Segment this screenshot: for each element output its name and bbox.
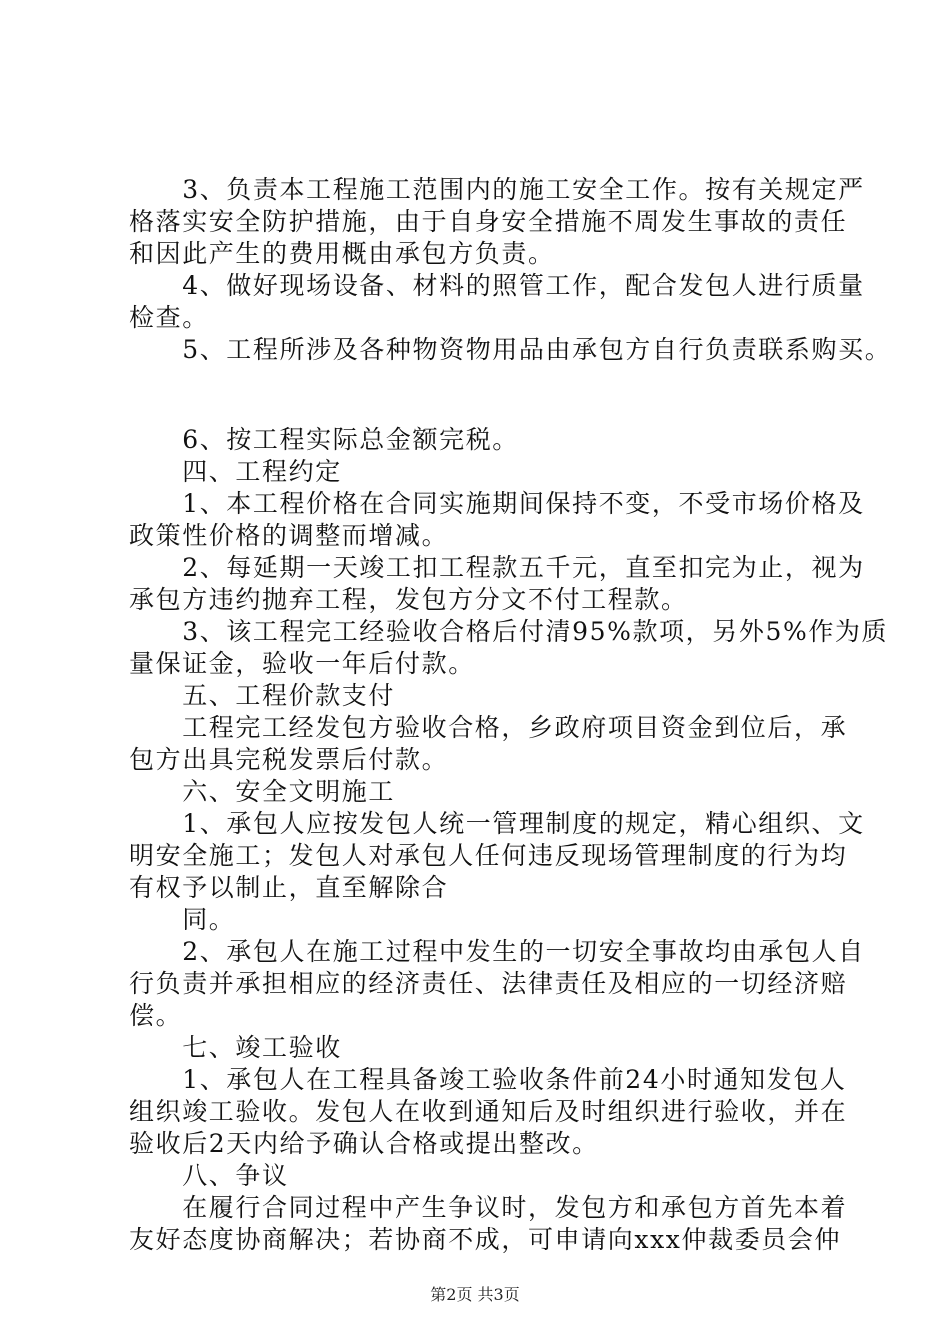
text-line: 1、承包人应按发包人统一管理制度的规定，精心组织、文 xyxy=(129,809,865,838)
text-line: 量保证金，验收一年后付款。 xyxy=(129,649,475,678)
text-line: 5、工程所涉及各种物资物用品由承包方自行负责联系购买。 xyxy=(129,335,892,364)
text-line: 偿。 xyxy=(129,1001,183,1030)
text-line: 明安全施工；发包人对承包人任何违反现场管理制度的行为均 xyxy=(129,841,848,870)
section-heading: 四、工程约定 xyxy=(129,457,342,486)
text-line: 行负责并承担相应的经济责任、法律责任及相应的一切经济赔 xyxy=(129,969,848,998)
section-heading: 六、安全文明施工 xyxy=(129,777,396,806)
text-line: 工程完工经发包方验收合格，乡政府项目资金到位后，承 xyxy=(129,713,848,742)
text-line: 承包方违约抛弃工程，发包方分文不付工程款。 xyxy=(129,585,688,614)
document-body xyxy=(129,174,892,1256)
page-number-label: 第2页 共3页 xyxy=(430,1285,520,1304)
section-heading: 七、竣工验收 xyxy=(129,1033,342,1062)
text-line: 有权予以制止，直至解除合 xyxy=(129,873,449,902)
text-line: 1、承包人在工程具备竣工验收条件前24小时通知发包人 xyxy=(129,1065,847,1094)
section-heading: 八、争议 xyxy=(129,1161,289,1190)
page-footer xyxy=(0,1282,950,1305)
text-line: 友好态度协商解决；若协商不成，可申请向xxx仲裁委员会仲 xyxy=(129,1225,842,1254)
text-line: 3、负责本工程施工范围内的施工安全工作。按有关规定严 xyxy=(129,175,865,204)
text-line: 和因此产生的费用概由承包方负责。 xyxy=(129,239,555,268)
text-line: 同。 xyxy=(129,905,236,934)
text-line: 验收后2天内给予确认合格或提出整改。 xyxy=(129,1129,599,1158)
text-line: 组织竣工验收。发包人在收到通知后及时组织进行验收，并在 xyxy=(129,1097,848,1126)
text-line: 在履行合同过程中产生争议时，发包方和承包方首先本着 xyxy=(129,1193,848,1222)
text-line: 4、做好现场设备、材料的照管工作，配合发包人进行质量 xyxy=(129,271,865,300)
text-line: 格落实安全防护措施，由于自身安全措施不周发生事故的责任 xyxy=(129,207,848,236)
paragraph-gap xyxy=(129,366,839,424)
text-line: 1、本工程价格在合同实施期间保持不变，不受市场价格及 xyxy=(129,489,865,518)
text-line: 政策性价格的调整而增减。 xyxy=(129,521,449,550)
text-line: 2、承包人在施工过程中发生的一切安全事故均由承包人自 xyxy=(129,937,865,966)
text-line: 2、每延期一天竣工扣工程款五千元，直至扣完为止，视为 xyxy=(129,553,865,582)
section-heading: 五、工程价款支付 xyxy=(129,681,396,710)
text-line: 包方出具完税发票后付款。 xyxy=(129,745,449,774)
text-line: 6、按工程实际总金额完税。 xyxy=(129,425,519,454)
text-line: 检查。 xyxy=(129,303,209,332)
text-line: 3、该工程完工经验收合格后付清95%款项，另外5%作为质 xyxy=(129,617,889,646)
